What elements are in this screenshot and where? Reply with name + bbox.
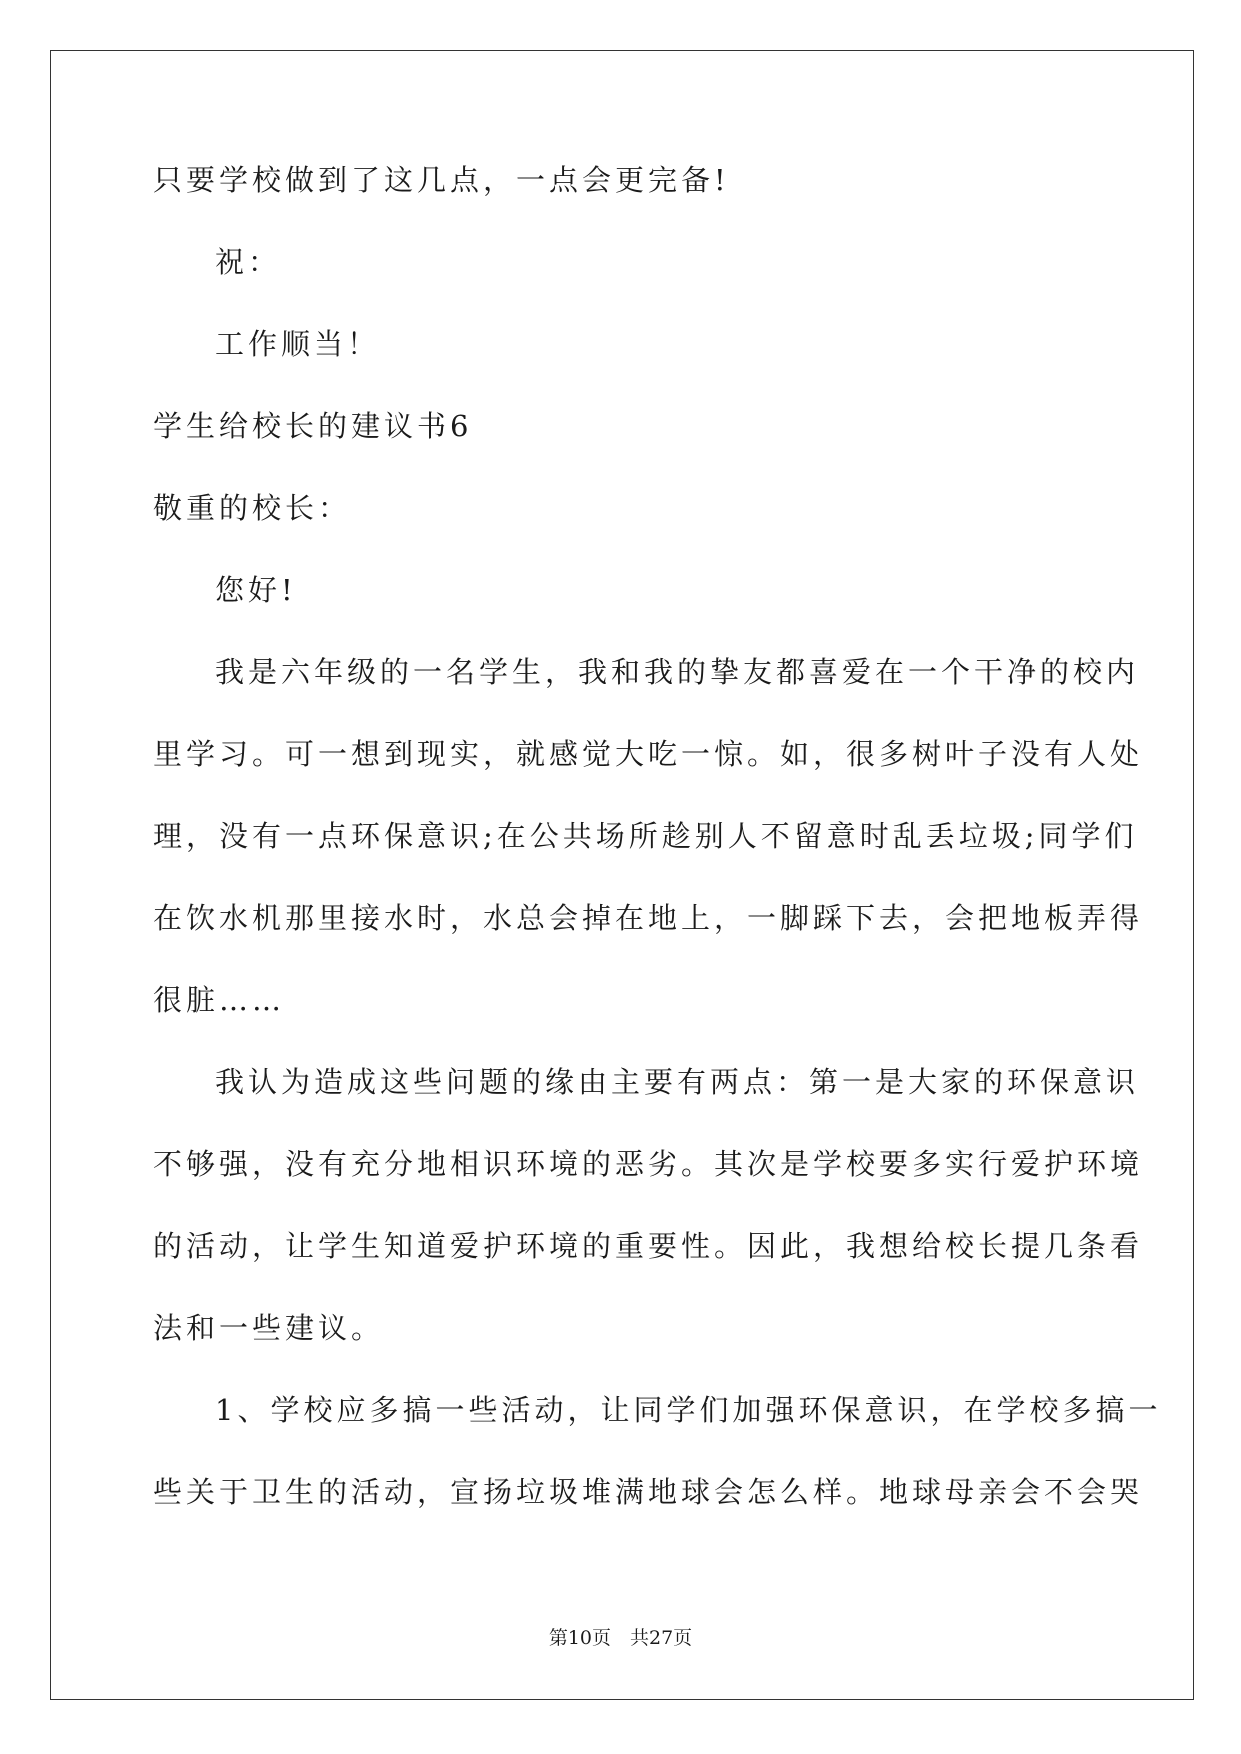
text-line: 工作顺当！: [215, 327, 381, 361]
greeting: 您好!: [215, 573, 297, 607]
text-line: 些关于卫生的活动，宣扬垃圾堆满地球会怎么样。地球母亲会不会哭: [153, 1475, 1144, 1509]
text-line: 在饮水机那里接水时，水总会掉在地上，一脚踩下去，会把地板弄得: [153, 901, 1144, 935]
salutation: 敬重的校长：: [153, 491, 352, 525]
text-line: 我认为造成这些问题的缘由主要有两点：第一是大家的环保意识: [215, 1065, 1140, 1099]
text-line: 理，没有一点环保意识;在公共场所趁别人不留意时乱丢垃圾;同学们: [153, 819, 1138, 853]
text-line: 的活动，让学生知道爱护环境的重要性。因此，我想给校长提几条看: [153, 1229, 1144, 1263]
text-line: 祝：: [215, 245, 282, 279]
text-line: 1、学校应多搞一些活动，让同学们加强环保意识，在学校多搞一: [215, 1393, 1162, 1427]
text-line: 只要学校做到了这几点，一点会更完备!: [153, 163, 730, 197]
text-line: 很脏……: [153, 983, 286, 1017]
section-heading: 学生给校长的建议书6: [153, 409, 473, 443]
text-line: 我是六年级的一名学生，我和我的挚友都喜爱在一个干净的校内: [215, 655, 1140, 689]
page-number-footer: 第10页 共27页: [548, 1627, 693, 1649]
text-line: 不够强，没有充分地相识环境的恶劣。其次是学校要多实行爱护环境: [153, 1147, 1144, 1181]
text-line: 法和一些建议。: [153, 1311, 385, 1345]
document-body: [153, 162, 1162, 1556]
text-line: 里学习。可一想到现实，就感觉大吃一惊。如，很多树叶子没有人处: [153, 737, 1144, 771]
